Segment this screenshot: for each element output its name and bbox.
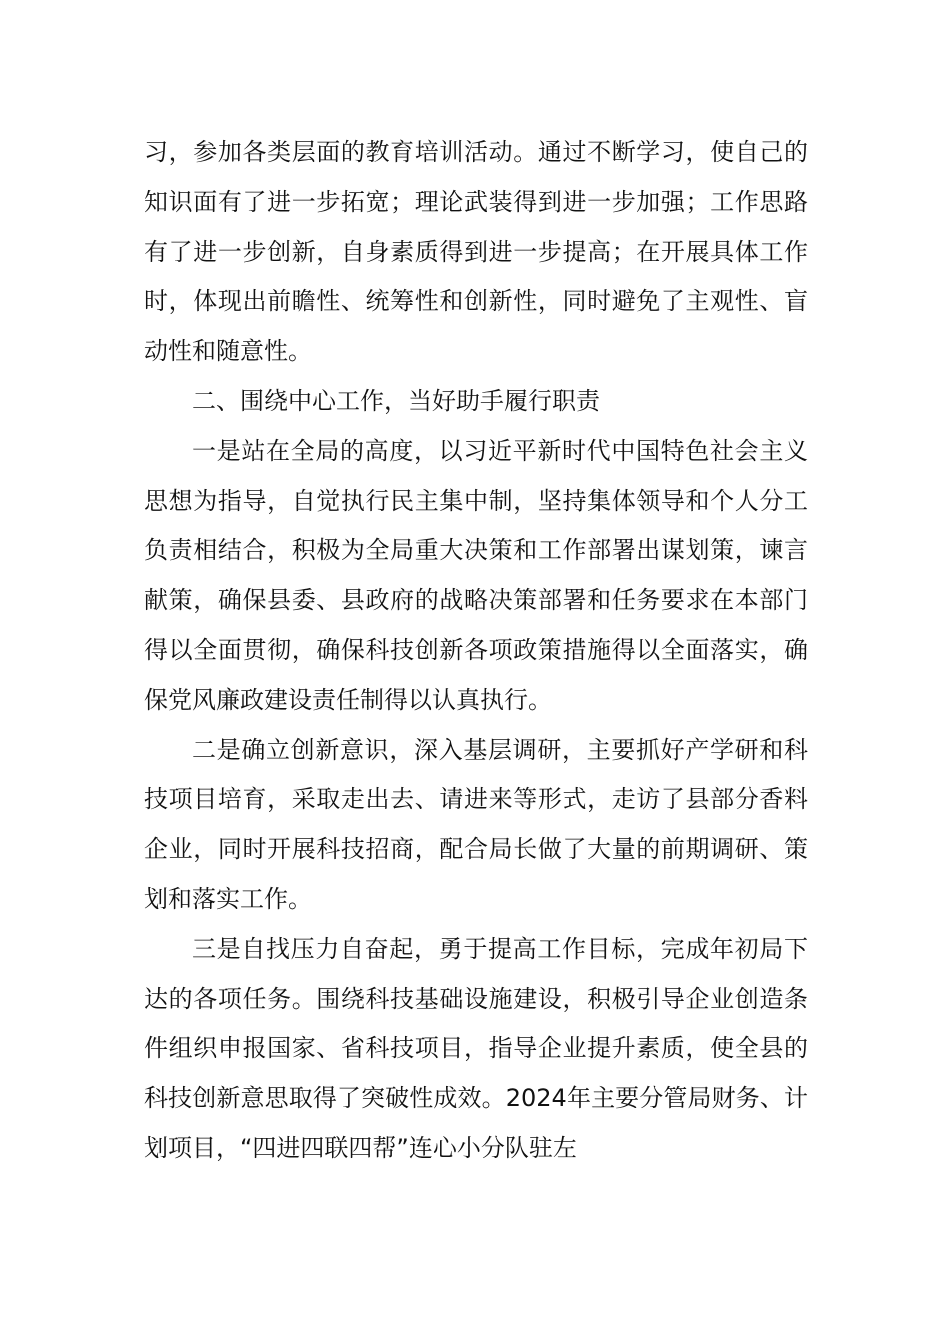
section-heading-core-work: 二、围绕中心工作，当好助手履行职责 bbox=[192, 386, 600, 415]
document-body bbox=[144, 128, 808, 1174]
paragraph-self-pressure: 三是自找压力自奋起，勇于提高工作目标，完成年初局下达的各项任务。围绕科技基础设施建设，积极引导企业创造条件组织申报国家、省科技项目，指导企业提升素质，使全县的科技创新意思取得了突破性成效。2024年主要分管局财务、计划项目，“四进四联四帮”连心小分队驻左 bbox=[144, 934, 808, 1162]
paragraph-innovation-awareness: 二是确立创新意识，深入基层调研，主要抓好产学研和科技项目培育，采取走出去、请进来等形式，走访了县部分香料企业，同时开展科技招商，配合局长做了大量的前期调研、策划和落实工作。 bbox=[144, 735, 808, 913]
paragraph-overall-height: 一是站在全局的高度，以习近平新时代中国特色社会主义思想为指导，自觉执行民主集中制，坚持集体领导和个人分工负责相结合，积极为全局重大决策和工作部署出谋划策，谏言献策，确保县委、县政府的战略决策部署和任务要求在本部门得以全面贯彻，确保科技创新各项政策措施得以全面落实，确保党风廉政建设责任制得以认真执行。 bbox=[144, 436, 808, 714]
paragraph-continued-study: 习，参加各类层面的教育培训活动。通过不断学习，使自己的知识面有了进一步拓宽；理论武装得到进一步加强；工作思路有了进一步创新，自身素质得到进一步提高；在开展具体工作时，体现出前瞻性、统筹性和创新性，同时避免了主观性、盲动性和随意性。 bbox=[144, 138, 808, 366]
